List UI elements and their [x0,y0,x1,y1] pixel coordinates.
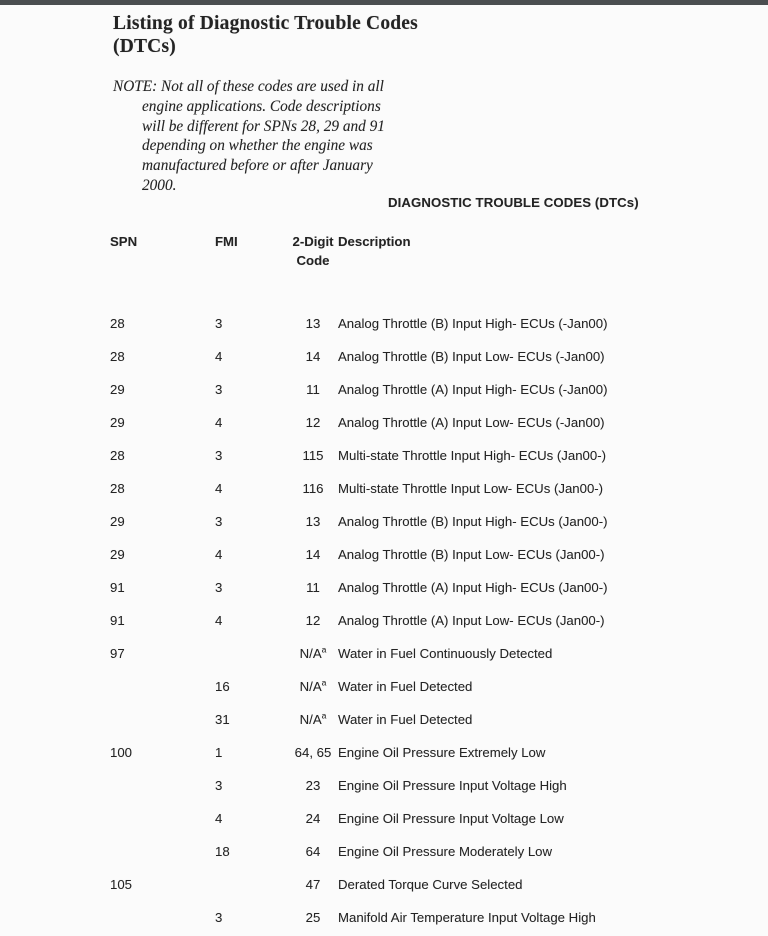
cell-fmi: 4 [215,349,223,364]
cell-code: $N/A^a$ [299,677,327,694]
table-row [110,679,752,712]
table-row [110,349,752,382]
cell-description: Analog Throttle (A) Input Low- ECUs (-Jan00) [338,415,605,430]
cell-spn: 105 [110,877,133,892]
cell-fmi: 3 [215,580,223,595]
cell-fmi: 3 [215,778,223,793]
table-row [110,712,752,745]
column-header-code-line-2: Code [296,253,330,268]
cell-description: Water in Fuel Detected [338,679,473,694]
cell-description: Multi-state Throttle Input Low- ECUs (Jan00-) [338,481,604,496]
code-footnote-marker: a [321,644,327,655]
cell-description: Water in Fuel Continuously Detected [338,646,553,661]
cell-fmi: 4 [215,613,223,628]
note-line: 2000. [142,176,177,194]
cell-description: Engine Oil Pressure Extremely Low [338,745,546,760]
table-row [110,745,752,778]
cell-fmi: 3 [215,382,223,397]
cell-spn: 29 [110,415,125,430]
cell-fmi: 3 [215,316,223,331]
cell-code: 115 [302,448,324,463]
cell-spn: 28 [110,316,125,331]
table-row [110,415,752,448]
cell-code: 11 [306,382,320,397]
cell-fmi: 3 [215,448,223,463]
cell-spn: 29 [110,514,125,529]
cell-fmi: 4 [215,415,223,430]
table-row [110,316,752,349]
cell-spn: 28 [110,481,125,496]
cell-spn: 91 [110,580,125,595]
scan-edge-band [0,0,768,5]
cell-fmi: 4 [215,481,223,496]
cell-description: Analog Throttle (A) Input High- ECUs (Jan00-) [338,580,608,595]
cell-code: 12 [305,613,321,628]
cell-description: Engine Oil Pressure Input Voltage Low [338,811,564,826]
cell-code: 12 [305,415,321,430]
cell-code: 25 [305,910,321,925]
table-row [110,646,752,679]
table-row [110,448,752,481]
table-row [110,580,752,613]
cell-spn: 29 [110,382,125,397]
table-row [110,547,752,580]
table-row [110,778,752,811]
cell-code: 116 [302,481,324,496]
code-footnote-marker: a [321,677,327,688]
table-row [110,382,752,415]
column-header-code-line-1: 2-Digit [292,234,334,249]
cell-spn: 29 [110,547,125,562]
cell-description: Manifold Air Temperature Input Voltage High [338,910,596,925]
code-footnote-marker: a [321,710,327,721]
table-caption: DIAGNOSTIC TROUBLE CODES (DTCs) [388,195,639,210]
cell-spn: 91 [110,613,125,628]
note-line: engine applications. Code descriptions [142,97,381,115]
cell-code: $N/A^a$ [299,644,327,661]
cell-description: Analog Throttle (A) Input Low- ECUs (Jan00-) [338,613,605,628]
table-row [110,481,752,514]
cell-spn: 97 [110,646,125,661]
cell-description: Analog Throttle (B) Input Low- ECUs (-Jan00) [338,349,605,364]
cell-code: 64, 65 [294,745,332,760]
cell-description: Engine Oil Pressure Input Voltage High [338,778,567,793]
note-line: manufactured before or after January [142,157,373,175]
cell-fmi: 4 [215,811,223,826]
cell-description: Analog Throttle (A) Input High- ECUs (-Jan00) [338,382,608,397]
cell-description: Water in Fuel Detected [338,712,473,727]
cell-description: Multi-state Throttle Input High- ECUs (Jan00-) [338,448,606,463]
note-paragraph [113,77,385,196]
cell-code: 23 [305,778,321,793]
cell-fmi: 31 [215,712,230,727]
cell-code: 64 [305,844,321,859]
column-header-code [288,232,338,270]
dtc-table-body [110,316,752,936]
column-header-spn: SPN [110,234,138,249]
table-row [110,811,752,844]
cell-spn: 28 [110,349,125,364]
note-line: NOTE: Not all of these codes are used in all [113,78,384,95]
cell-fmi: 3 [215,514,223,529]
cell-code: 11 [306,580,320,595]
note-line: will be different for SPNs 28, 29 and 91 [142,117,385,135]
cell-description: Analog Throttle (B) Input High- ECUs (-Jan00) [338,316,608,331]
cell-fmi: 1 [215,745,223,760]
cell-code: 13 [305,514,321,529]
page-title [113,12,418,58]
cell-description: Analog Throttle (B) Input High- ECUs (Jan00-) [338,514,608,529]
table-row [110,844,752,877]
page-title-line-2: (DTCs) [113,36,176,57]
cell-description: Derated Torque Curve Selected [338,877,523,892]
cell-code: 24 [305,811,321,826]
cell-fmi: 3 [215,910,223,925]
table-row [110,877,752,910]
table-header-row [110,232,752,270]
cell-code: $N/A^a$ [299,710,327,727]
cell-fmi: 16 [215,679,230,694]
cell-code: 13 [305,316,321,331]
cell-spn: 100 [110,745,133,760]
column-header-description: Description [338,234,411,249]
cell-code: 14 [305,547,321,562]
dtc-table [110,232,752,936]
cell-code: 47 [305,877,321,892]
cell-description: Engine Oil Pressure Moderately Low [338,844,553,859]
cell-code: 14 [305,349,321,364]
cell-spn: 28 [110,448,125,463]
cell-description: Analog Throttle (B) Input Low- ECUs (Jan00-) [338,547,605,562]
column-header-fmi: FMI [215,234,238,249]
page-title-line-1: Listing of Diagnostic Trouble Codes [113,13,418,34]
cell-fmi: 18 [215,844,230,859]
table-row [110,910,752,936]
table-row [110,613,752,646]
cell-fmi: 4 [215,547,223,562]
note-line: depending on whether the engine was [142,137,373,155]
table-row [110,514,752,547]
